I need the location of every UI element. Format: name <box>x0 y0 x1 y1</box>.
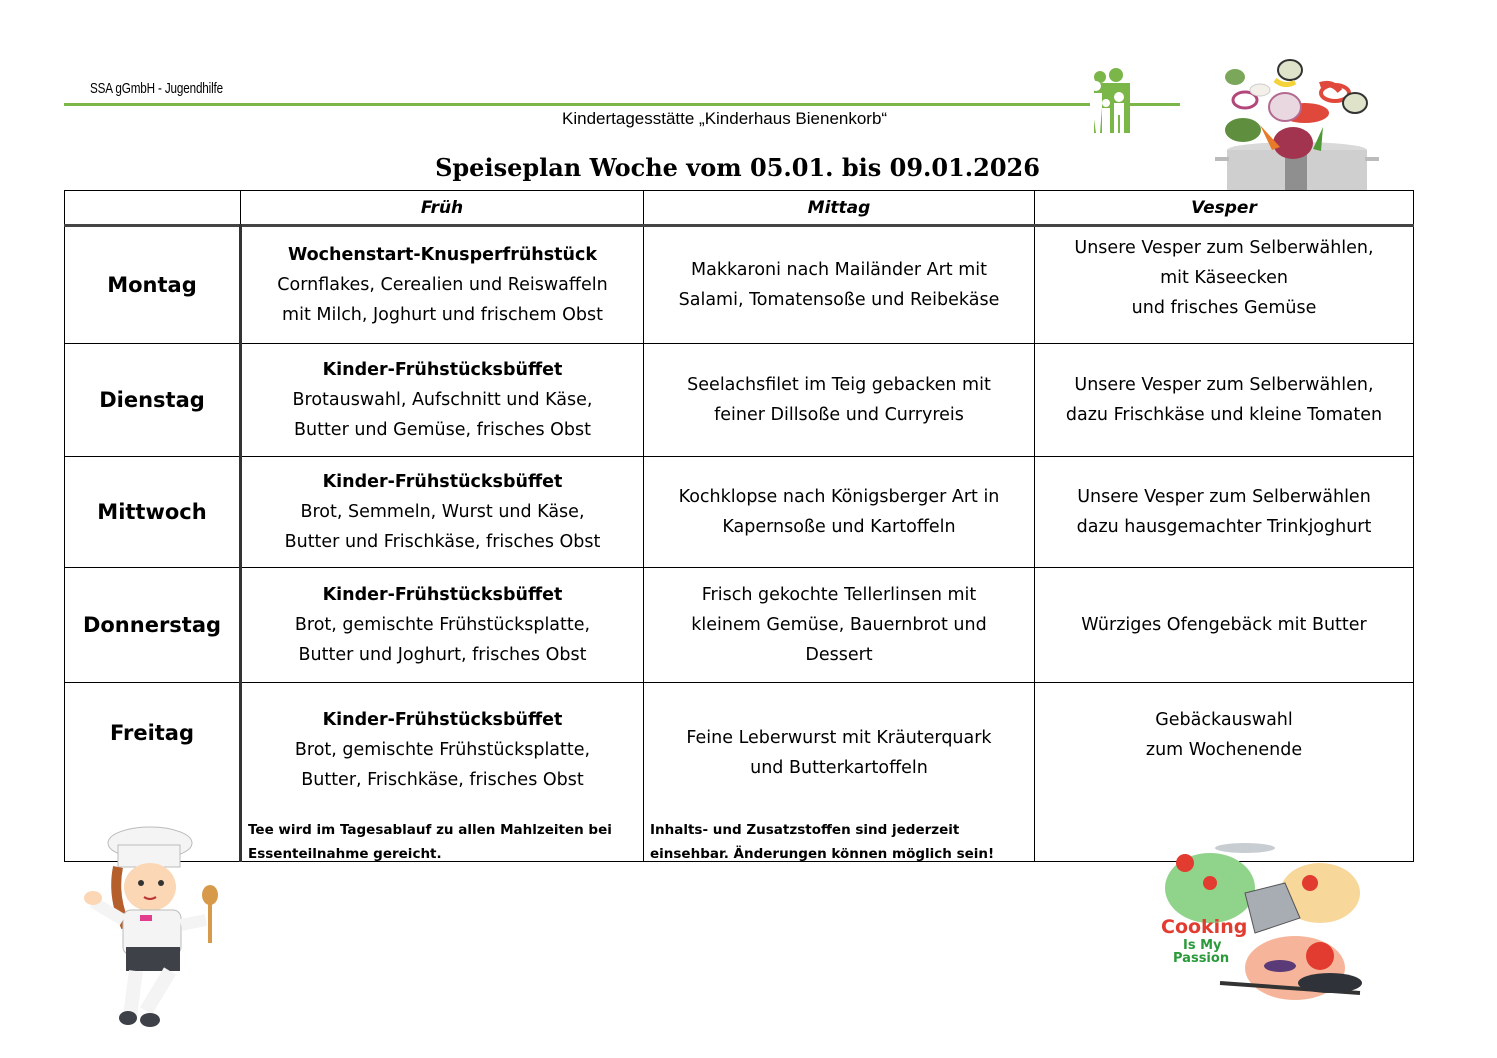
frueh-headline: Kinder-Frühstücksbüffet <box>322 710 563 730</box>
frueh-headline: Kinder-Frühstücksbüffet <box>322 360 563 380</box>
weekly-menu-table <box>64 190 1414 862</box>
mittag-line: Kapernsoße und Kartoffeln <box>722 517 956 537</box>
cooking-logo-text: Is My <box>1183 938 1222 953</box>
vesper-cell <box>1035 457 1414 568</box>
frueh-line: Brot, Semmeln, Wurst und Käse, <box>300 502 585 522</box>
frueh-line: Butter, Frischkäse, frisches Obst <box>301 770 584 790</box>
table-row <box>65 344 1414 457</box>
frueh-line: Butter und Frischkäse, frisches Obst <box>284 532 601 552</box>
vesper-line: Unsere Vesper zum Selberwählen, <box>1074 238 1374 258</box>
frueh-line: Brotauswahl, Aufschnitt und Käse, <box>292 390 593 410</box>
day-label: Mittwoch <box>65 457 241 568</box>
tea-note-line: Essenteilnahme gereicht. <box>248 846 442 862</box>
frueh-headline: Wochenstart-Knusperfrühstück <box>287 245 598 265</box>
tea-note-line: Tee wird im Tagesablauf zu allen Mahlzeiten bei <box>248 822 612 838</box>
vesper-cell <box>1035 226 1414 344</box>
day-label: Freitag <box>65 683 241 862</box>
frueh-cell <box>241 226 644 344</box>
frueh-line: Butter und Gemüse, frisches Obst <box>293 420 592 440</box>
table-row <box>65 568 1414 683</box>
column-header-mittag: Mittag <box>644 191 1035 226</box>
vesper-cell <box>1035 568 1414 683</box>
frueh-line: mit Milch, Joghurt und frischem Obst <box>282 305 603 325</box>
cooking-logo-text: Cooking <box>1161 916 1248 938</box>
chef-girl-illustration <box>78 825 238 1035</box>
mittag-cell <box>644 457 1035 568</box>
vesper-cell <box>1035 344 1414 457</box>
vesper-line: dazu hausgemachter Trinkjoghurt <box>1076 517 1372 537</box>
table-row <box>65 457 1414 568</box>
header-divider <box>64 103 1180 106</box>
frueh-line: Brot, gemischte Frühstücksplatte, <box>294 740 591 760</box>
column-header-vesper: Vesper <box>1035 191 1414 226</box>
frueh-line: Butter und Joghurt, frisches Obst <box>298 645 587 665</box>
mittag-line: Makkaroni nach Mailänder Art mit <box>691 260 987 280</box>
page-title-text: Speiseplan Woche vom 05.01. bis 09.01.2026 <box>435 153 1040 182</box>
institution-name: Kindertagesstätte „Kinderhaus Bienenkorb“ <box>562 109 888 128</box>
vesper-line: Unsere Vesper zum Selberwählen <box>1077 487 1371 507</box>
page-title <box>0 153 1497 182</box>
mittag-line: Seelachsfilet im Teig gebacken mit <box>687 375 991 395</box>
mittag-line: kleinem Gemüse, Bauernbrot und <box>691 615 987 635</box>
vesper-line: zum Wochenende <box>1145 740 1303 760</box>
frueh-cell <box>241 344 644 457</box>
mittag-line: Dessert <box>805 645 873 665</box>
vesper-line: mit Käseecken <box>1160 268 1288 288</box>
vesper-line: dazu Frischkäse und kleine Tomaten <box>1065 405 1383 425</box>
table-header-row <box>65 191 1414 226</box>
cooking-logo-text: Passion <box>1173 951 1230 966</box>
mittag-line: Kochklopse nach Königsberger Art in <box>678 487 1000 507</box>
organization-name: SSA gGmbH - Jugendhilfe <box>90 80 223 97</box>
column-header-day <box>65 191 241 226</box>
ingredients-note <box>650 818 994 866</box>
table-row <box>65 226 1414 344</box>
ingredients-note-line: einsehbar. Änderungen können möglich sein! <box>650 846 995 862</box>
column-header-frueh: Früh <box>241 191 644 226</box>
frueh-headline: Kinder-Frühstücksbüffet <box>322 472 563 492</box>
mittag-cell <box>644 344 1035 457</box>
frueh-line: Brot, gemischte Frühstücksplatte, <box>294 615 591 635</box>
vesper-line: Würziges Ofengebäck mit Butter <box>1081 615 1367 635</box>
vesper-line: Unsere Vesper zum Selberwählen, <box>1074 375 1374 395</box>
ingredients-note-line: Inhalts- und Zusatzstoffen sind jederzeit <box>650 822 960 838</box>
day-label: Montag <box>65 226 241 344</box>
frueh-headline: Kinder-Frühstücksbüffet <box>322 585 563 605</box>
vesper-line: und frisches Gemüse <box>1131 298 1317 318</box>
mittag-cell <box>644 226 1035 344</box>
vesper-cell <box>1035 683 1414 862</box>
family-logo-icon <box>1086 67 1132 133</box>
cooking-passion-illustration <box>1155 838 1375 1008</box>
mittag-cell <box>644 568 1035 683</box>
frueh-cell <box>241 457 644 568</box>
day-label: Donnerstag <box>65 568 241 683</box>
mittag-line: Frisch gekochte Tellerlinsen mit <box>701 585 977 605</box>
day-label: Dienstag <box>65 344 241 457</box>
tea-note <box>248 818 612 866</box>
vesper-line: Gebäckauswahl <box>1155 710 1293 730</box>
frueh-line: Cornflakes, Cerealien und Reiswaffeln <box>277 275 608 295</box>
mittag-line: und Butterkartoffeln <box>750 758 928 778</box>
mittag-line: Feine Leberwurst mit Kräuterquark <box>686 728 992 748</box>
mittag-line: Salami, Tomatensoße und Reibekäse <box>678 290 1000 310</box>
mittag-line: feiner Dillsoße und Curryreis <box>714 405 964 425</box>
frueh-cell <box>241 568 644 683</box>
